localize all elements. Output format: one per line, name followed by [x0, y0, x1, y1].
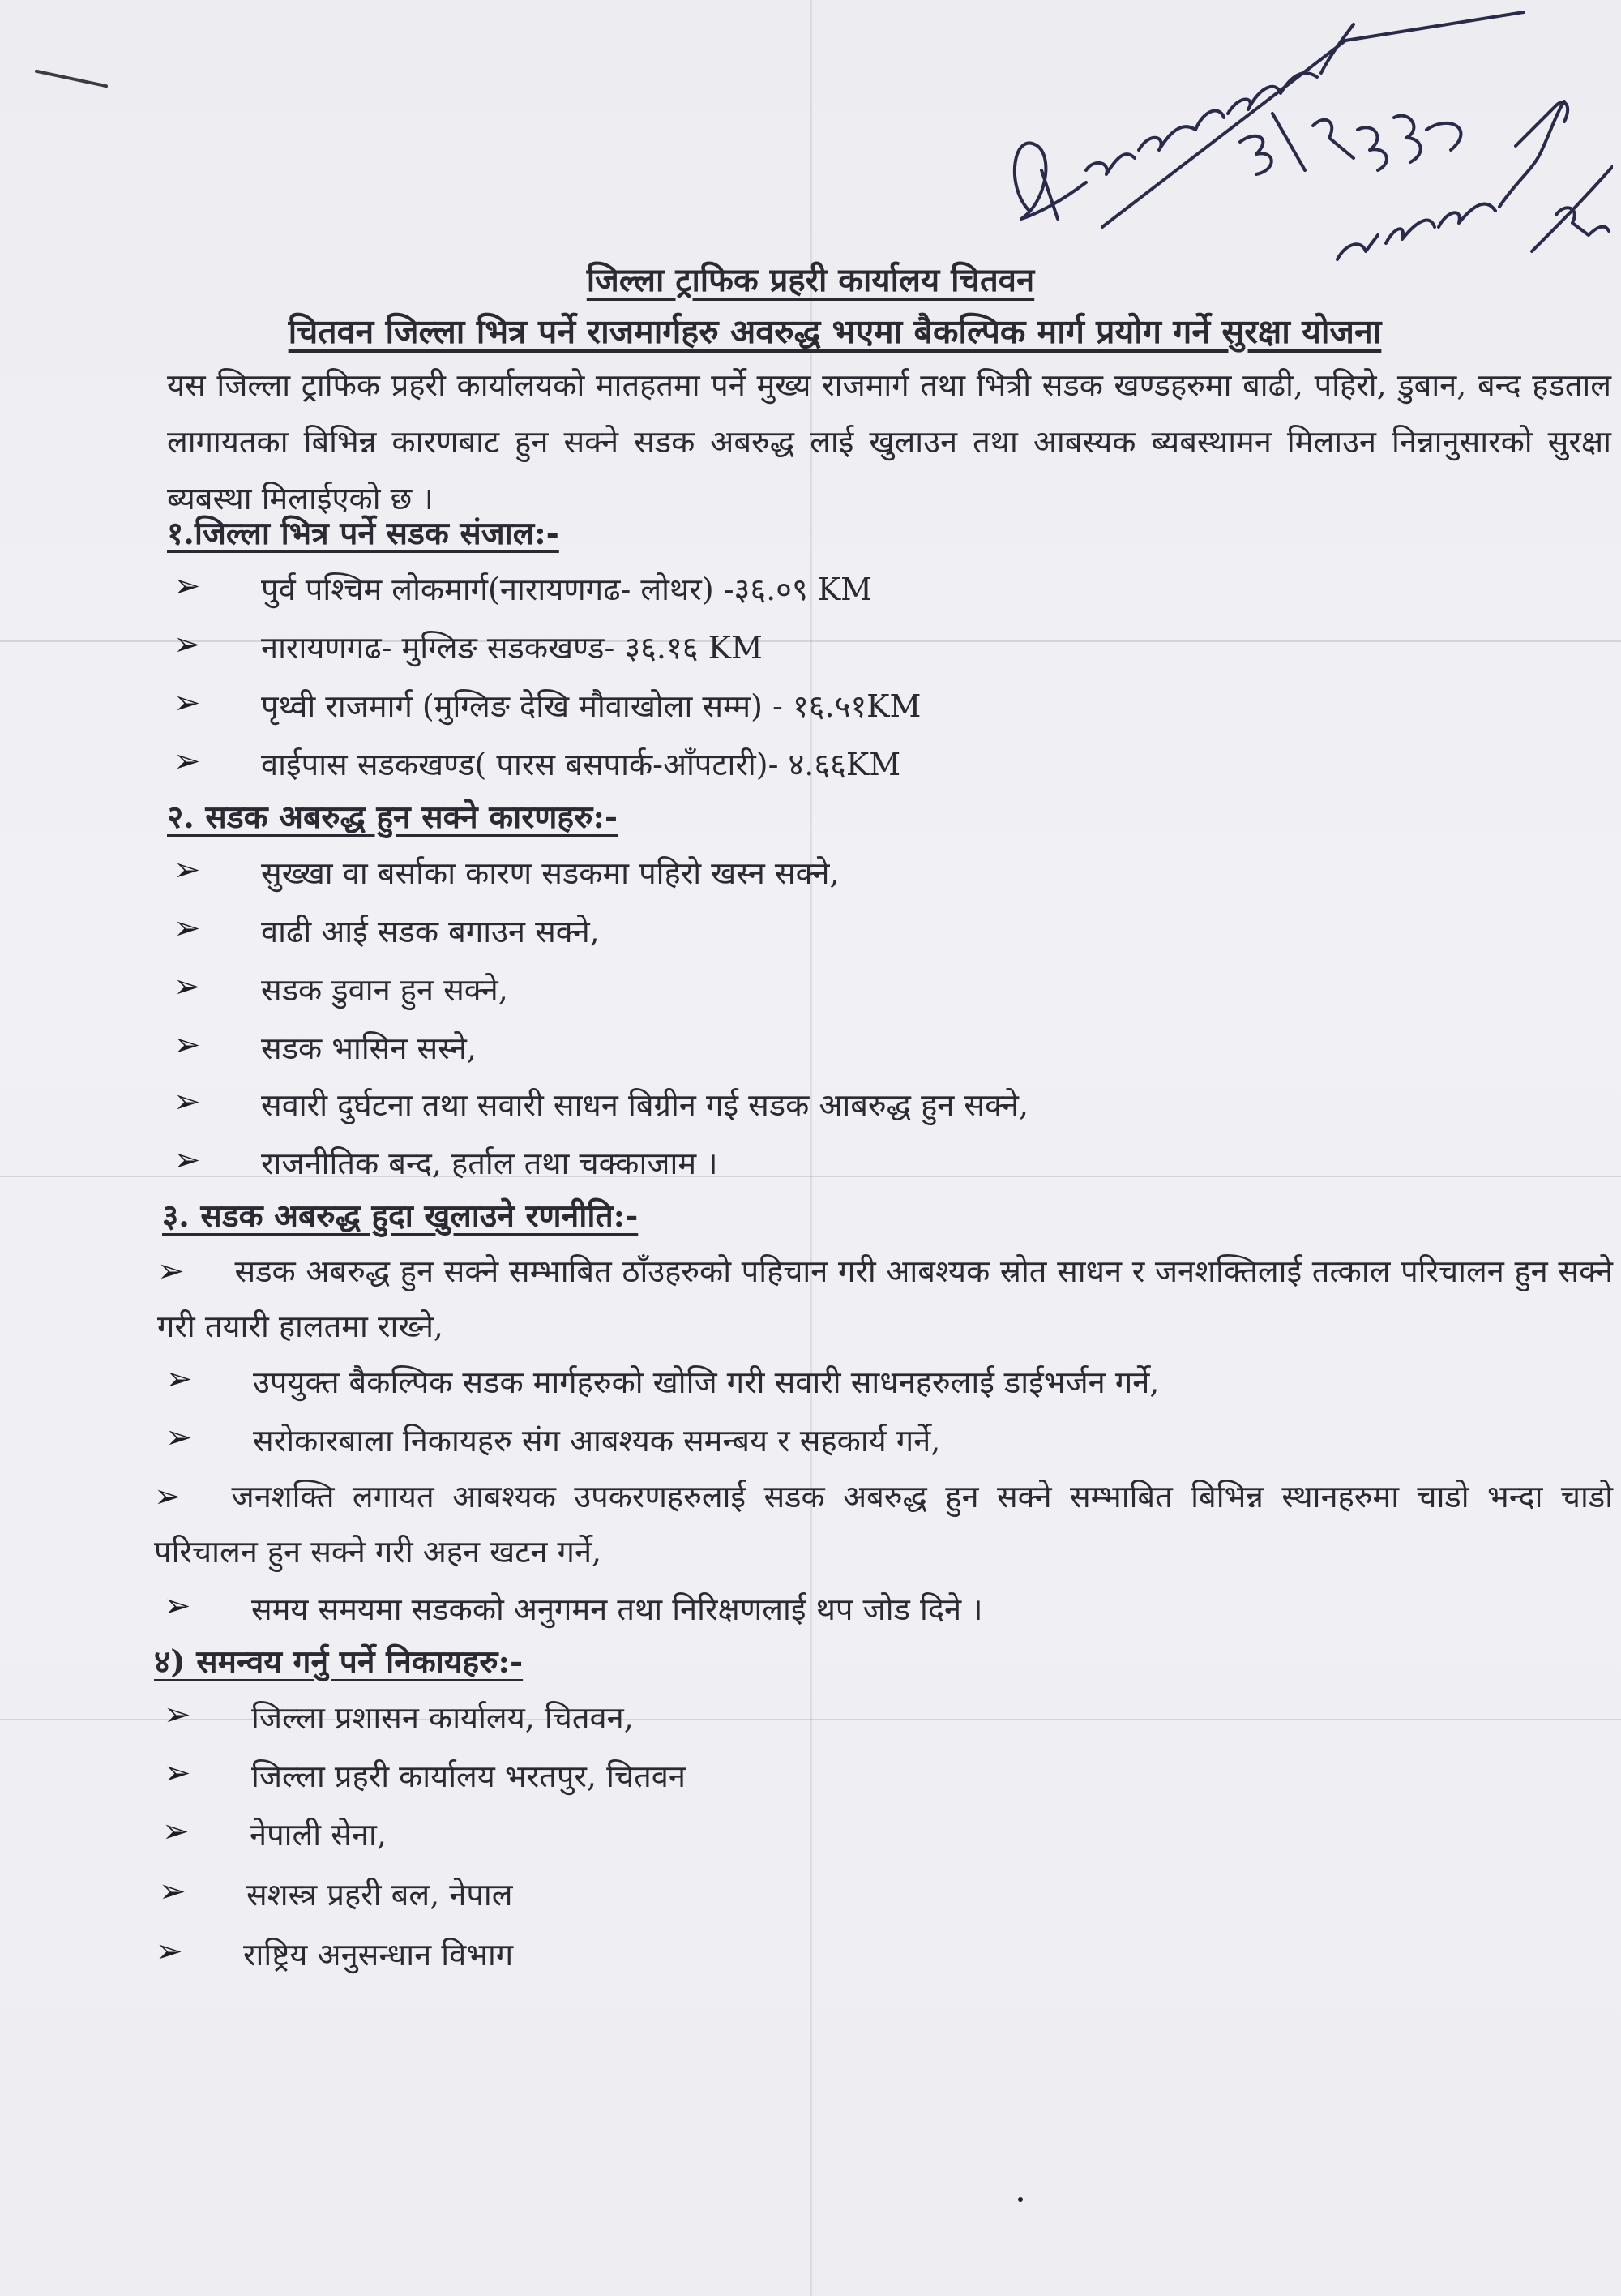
staple-mark — [35, 69, 109, 88]
list-item: ➢ समय समयमा सडकको अनुगमन तथा निरिक्षणलाई थप जोड दिने । — [164, 1587, 983, 1627]
arrow-bullet-icon: ➢ — [173, 1026, 201, 1064]
arrow-bullet-icon: ➢ — [164, 1696, 191, 1733]
list-item: ➢ पुर्व पश्चिम लोकमार्ग(नारायणगढ- लोथर) -३६.०९ KM — [173, 568, 873, 607]
arrow-bullet-icon: ➢ — [173, 968, 201, 1005]
arrow-bullet-icon: ➢ — [159, 1873, 186, 1910]
arrow-bullet-icon: ➢ — [154, 1478, 182, 1515]
arrow-bullet-icon: ➢ — [165, 1360, 193, 1398]
arrow-bullet-icon: ➢ — [173, 684, 201, 722]
arrow-bullet-icon: ➢ — [162, 1813, 190, 1850]
list-item: ➢ सशस्त्र प्रहरी बल, नेपाल — [159, 1873, 513, 1913]
section-4-heading: ४) समन्वय गर्नु पर्ने निकायहरु:- — [154, 1643, 524, 1681]
handwritten-signature — [997, 8, 1613, 268]
arrow-bullet-icon: ➢ — [173, 1142, 201, 1179]
arrow-bullet-icon: ➢ — [164, 1754, 191, 1792]
arrow-bullet-icon: ➢ — [173, 568, 201, 605]
document-title: जिल्ला ट्राफिक प्रहरी कार्यालय चितवन — [586, 261, 1035, 299]
section-2-heading: २. सडक अबरुद्ध हुन सक्ने कारणहरु:- — [167, 799, 618, 836]
arrow-bullet-icon: ➢ — [173, 851, 201, 889]
intro-paragraph: यस जिल्ला ट्राफिक प्रहरी कार्यालयको मातहतमा पर्ने मुख्य राजमार्ग तथा भित्री सडक खण्डहरुमा बाढी, पहिरो, डुबान, बन्द हडताल लागायतका बिभिन्न कारणबाट हुन सक्ने सडक अबरुद्ध लाई खुलाउन तथा आबस्यक ब्यबस्थामन मिलाउन निन्नानुसारको सुरक्षा ब्यबस्था मिलाईएको छ । — [167, 367, 1611, 516]
list-item: ➢ जिल्ला प्रशासन कार्यालय, चितवन, — [164, 1696, 634, 1736]
list-item: ➢ पृथ्वी राजमार्ग (मुग्लिङ देखि मौवाखोला सम्म) - १६.५१KM — [173, 684, 922, 724]
arrow-bullet-icon: ➢ — [173, 1083, 201, 1120]
list-item: ➢ नारायणगढ- मुग्लिङ सडकखण्ड- ३६.१६ KM — [173, 626, 763, 666]
list-item: ➢ सडक डुवान हुन सक्ने, — [173, 968, 508, 1008]
arrow-bullet-icon: ➢ — [173, 910, 201, 947]
arrow-bullet-icon: ➢ — [173, 626, 201, 663]
list-item: ➢ सवारी दुर्घटना तथा सवारी साधन बिग्रीन गई सडक आबरुद्ध हुन सक्ने, — [173, 1083, 1029, 1123]
list-item: ➢ वाईपास सडकखण्ड( पारस बसपार्क-आँपटारी)- ४.६६KM — [173, 743, 901, 782]
section-3-heading: ३. सडक अबरुद्ध हुदा खुलाउने रणनीति:- — [162, 1197, 639, 1235]
list-item: ➢ सरोकारबाला निकायहरु संग आबश्यक समन्बय र सहकार्य गर्ने, — [165, 1419, 941, 1459]
list-item: ➢ वाढी आई सडक बगाउन सक्ने, — [173, 910, 600, 949]
list-item: ➢ उपयुक्त बैकल्पिक सडक मार्गहरुको खोजि गरी सवारी साधनहरुलाई डाईभर्जन गर्ने, — [165, 1360, 1160, 1400]
arrow-bullet-icon: ➢ — [165, 1419, 193, 1456]
document-subtitle: चितवन जिल्ला भित्र पर्ने राजमार्गहरु अवरुद्ध भएमा बैकल्पिक मार्ग प्रयोग गर्ने सुरक्षा योजना — [288, 312, 1382, 351]
list-item: ➢ नेपाली सेना, — [162, 1813, 387, 1853]
list-item: ➢ राजनीतिक बन्द, हर्ताल तथा चक्काजाम । — [173, 1142, 718, 1181]
list-item: ➢ राष्ट्रिय अनुसन्धान विभाग — [156, 1933, 514, 1973]
ink-dot — [1018, 2197, 1023, 2202]
list-item: ➢ सुख्खा वा बर्साका कारण सडकमा पहिरो खस्न सक्ने, — [173, 851, 840, 891]
list-item: ➢ सडक भासिन सस्ने, — [173, 1026, 477, 1066]
arrow-bullet-icon: ➢ — [156, 1933, 183, 1970]
list-item: ➢ सडक अबरुद्ध हुन सक्ने सम्भाबित ठाँउहरुको पहिचान गरी आबश्यक स्रोत साधन र जनशक्तिलाई तत्काल परिचालन हुन सक्ने गरी तयारी हालतमा राख्ने, — [157, 1253, 1613, 1344]
arrow-bullet-icon: ➢ — [164, 1587, 191, 1625]
arrow-bullet-icon: ➢ — [173, 743, 201, 780]
list-item: ➢ जिल्ला प्रहरी कार्यालय भरतपुर, चितवन — [164, 1754, 686, 1794]
list-item: ➢ जनशक्ति लगायत आबश्यक उपकरणहरुलाई सडक अबरुद्ध हुन सक्ने सम्भाबित बिभिन्न स्थानहरुमा चाडो भन्दा चाडो परिचालन हुन सक्ने गरी अहन खटन गर्ने, — [154, 1478, 1613, 1570]
section-1-heading: १.जिल्ला भित्र पर्ने सडक संजाल:- — [167, 515, 559, 552]
arrow-bullet-icon: ➢ — [157, 1253, 185, 1290]
